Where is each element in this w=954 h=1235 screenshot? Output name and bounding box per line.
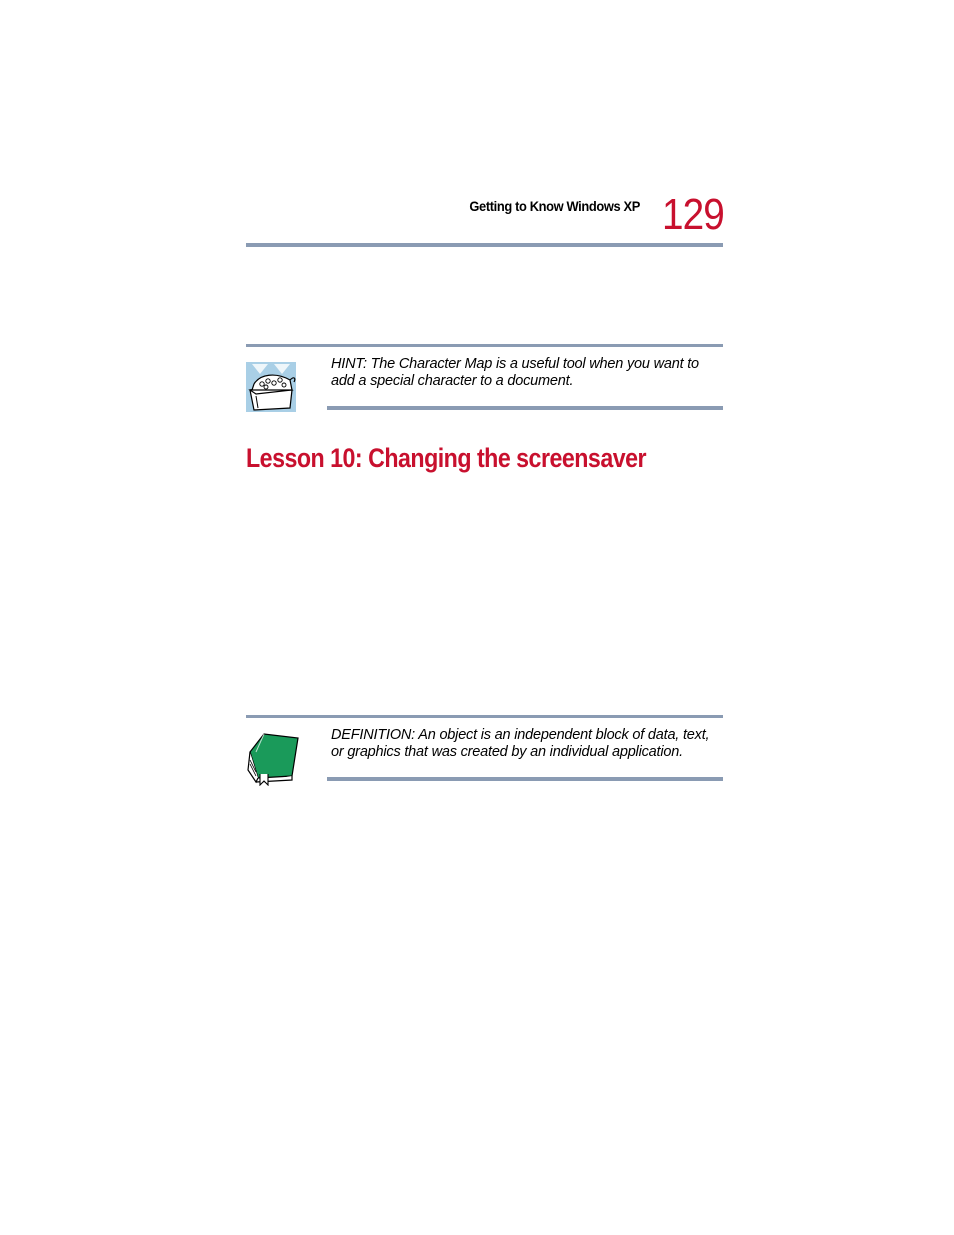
hint-text-line-1: HINT: The Character Map is a useful tool when you want to	[331, 356, 699, 372]
running-header-title: Getting to Know Windows XP	[469, 198, 640, 214]
book-icon	[246, 730, 302, 786]
page-number: 129	[662, 190, 724, 239]
hint-top-rule	[246, 344, 723, 347]
lesson-heading: Lesson 10: Changing the screensaver	[246, 443, 647, 473]
hint-text-line-2: add a special character to a document.	[331, 373, 574, 389]
header-rule	[246, 243, 723, 247]
treasure-chest-icon	[246, 360, 298, 414]
hint-bottom-rule	[327, 406, 723, 410]
definition-top-rule	[246, 715, 723, 718]
definition-bottom-rule	[327, 777, 723, 781]
definition-text-line-2: or graphics that was created by an individual application.	[331, 744, 683, 760]
definition-text-line-1: DEFINITION: An object is an independent block of data, text,	[331, 727, 710, 743]
